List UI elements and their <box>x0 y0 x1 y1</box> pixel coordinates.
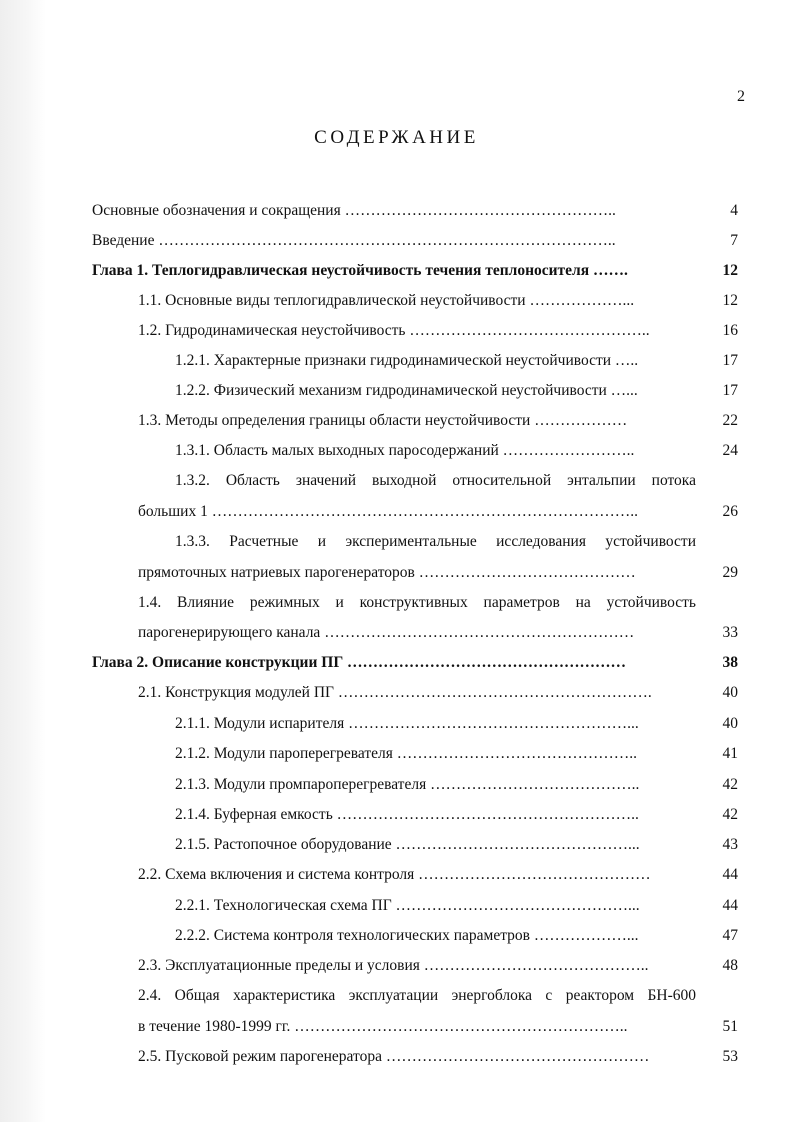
toc-entry[interactable] <box>175 834 738 856</box>
toc-entry-text: 2.1.2. Модули пароперегревателя ……………………………………….. <box>175 745 638 762</box>
toc-entry-text: прямоточных натриевых парогенераторов …………………………………… <box>138 564 636 581</box>
page-title: СОДЕРЖАНИЕ <box>314 127 479 148</box>
toc-entry[interactable] <box>138 562 738 584</box>
toc-entry-text: Введение …………………………………………………………………………….. <box>92 232 616 249</box>
toc-entry-page: 40 <box>722 684 738 701</box>
toc-entry-page: 40 <box>722 715 738 732</box>
toc-entry-page: 12 <box>722 262 738 279</box>
toc-entry-text: 1.4. Влияние режимных и конструктивных параметров на устойчивость <box>138 594 696 611</box>
toc-entry-text: 2.4. Общая характеристика эксплуатации энергоблока с реактором БН-600 <box>138 987 696 1004</box>
toc-entry[interactable] <box>138 622 738 644</box>
toc-entry[interactable] <box>175 774 738 796</box>
toc-entry-page: 29 <box>722 564 738 581</box>
toc-entry-text: 1.2. Гидродинамическая неустойчивость ……………………………………….. <box>138 322 650 339</box>
toc-entry-continued[interactable] <box>138 985 696 1007</box>
toc-entry-text: 2.1.1. Модули испарителя ………………………………………………... <box>175 715 639 732</box>
toc-entry-page: 51 <box>722 1018 738 1035</box>
toc-entry-text: 2.1.3. Модули промпароперегревателя ………………………………….. <box>175 776 640 793</box>
toc-entry[interactable] <box>138 290 738 312</box>
toc-entry-text: 2.1. Конструкция модулей ПГ ……………………………………………………. <box>138 684 652 701</box>
toc-entry[interactable] <box>138 955 738 977</box>
toc-entry-text: 2.1.4. Буферная емкость ………………………………………………….. <box>175 806 639 823</box>
toc-entry-text: 2.2.1. Технологическая схема ПГ ………………………………………... <box>175 897 640 914</box>
toc-entry-page: 44 <box>722 866 738 883</box>
page-number: 2 <box>737 88 745 105</box>
toc-entry[interactable] <box>175 380 738 402</box>
toc-entry-page: 16 <box>722 322 738 339</box>
toc-entry-page: 41 <box>722 745 738 762</box>
toc-entry-continued[interactable] <box>175 470 696 492</box>
toc-entry-text: 1.2.1. Характерные признаки гидродинамической неустойчивости ….. <box>175 352 639 369</box>
toc-entry-text: 2.1.5. Растопочное оборудование ………………………………………... <box>175 836 640 853</box>
toc-entry[interactable] <box>175 925 738 947</box>
toc-entry-page: 22 <box>722 412 738 429</box>
toc-entry[interactable] <box>138 410 738 432</box>
toc-entry[interactable] <box>138 501 738 523</box>
toc-entry-text: 1.3.2. Область значений выходной относительной энтальпии потока <box>175 472 696 489</box>
toc-entry-page: 26 <box>722 503 738 520</box>
toc-entry-text: 2.3. Эксплуатационные пределы и условия …………………………………….. <box>138 957 649 974</box>
toc-entry[interactable] <box>138 682 738 704</box>
toc-entry-page: 33 <box>722 624 738 641</box>
toc-entry[interactable] <box>175 743 738 765</box>
toc-entry-page: 4 <box>730 202 738 219</box>
toc-entry-page: 48 <box>722 957 738 974</box>
toc-entry[interactable] <box>175 440 738 462</box>
toc-entry-page: 42 <box>722 776 738 793</box>
toc-entry-page: 53 <box>722 1048 738 1065</box>
toc-entry-chapter[interactable] <box>92 260 738 282</box>
toc-entry-continued[interactable] <box>138 592 696 614</box>
toc-entry-text: Основные обозначения и сокращения …………………………………………….. <box>92 202 616 219</box>
toc-entry-page: 47 <box>722 927 738 944</box>
toc-entry-text: 2.2. Схема включения и система контроля ……………………………………… <box>138 866 651 883</box>
toc-entry-text: 2.2.2. Система контроля технологических параметров ………………... <box>175 927 639 944</box>
toc-entry[interactable] <box>175 350 738 372</box>
toc-entry-text: 1.3.1. Область малых выходных паросодержаний …………………….. <box>175 442 635 459</box>
toc-entry-text: 1.3.3. Расчетные и экспериментальные исследования устойчивости <box>175 533 696 550</box>
toc-entry-text: Глава 2. Описание конструкции ПГ ……………………………………………… <box>92 654 627 671</box>
toc-entry[interactable] <box>175 804 738 826</box>
toc-entry-text: больших 1 ……………………………………………………………………….. <box>138 503 638 520</box>
toc-entry-continued[interactable] <box>175 531 696 553</box>
toc-entry[interactable] <box>138 320 738 342</box>
toc-entry[interactable] <box>92 200 738 222</box>
toc-entry-text: 2.5. Пусковой режим парогенератора …………………………………………… <box>138 1048 650 1065</box>
toc-entry[interactable] <box>175 713 738 735</box>
toc-entry[interactable] <box>138 1046 738 1068</box>
toc-entry-text: 1.3. Методы определения границы области неустойчивости ……………… <box>138 412 628 429</box>
toc-entry-page: 7 <box>730 232 738 249</box>
toc-entry-text: в течение 1980-1999 гг. ……………………………………………………….. <box>138 1018 628 1035</box>
toc-entry-page: 17 <box>722 352 738 369</box>
toc-entry[interactable] <box>138 864 738 886</box>
toc-entry-page: 17 <box>722 382 738 399</box>
toc-entry-text: 1.1. Основные виды теплогидравлической неустойчивости ………………... <box>138 292 635 309</box>
toc-entry-page: 12 <box>722 292 738 309</box>
toc-entry-text: 1.2.2. Физический механизм гидродинамической неустойчивости …... <box>175 382 638 399</box>
toc-entry-text: парогенерирующего канала …………………………………………………… <box>138 624 635 641</box>
toc-entry-page: 43 <box>722 836 738 853</box>
toc-entry[interactable] <box>138 1016 738 1038</box>
toc-entry[interactable] <box>92 230 738 252</box>
toc-entry-text: Глава 1. Теплогидравлическая неустойчивость течения теплоносителя ……. <box>92 262 628 279</box>
toc-entry-page: 42 <box>722 806 738 823</box>
toc-entry-chapter[interactable] <box>92 652 738 674</box>
toc-entry[interactable] <box>175 895 738 917</box>
toc-entry-page: 38 <box>722 654 738 671</box>
toc-entry-page: 24 <box>722 442 738 459</box>
toc-entry-page: 44 <box>722 897 738 914</box>
